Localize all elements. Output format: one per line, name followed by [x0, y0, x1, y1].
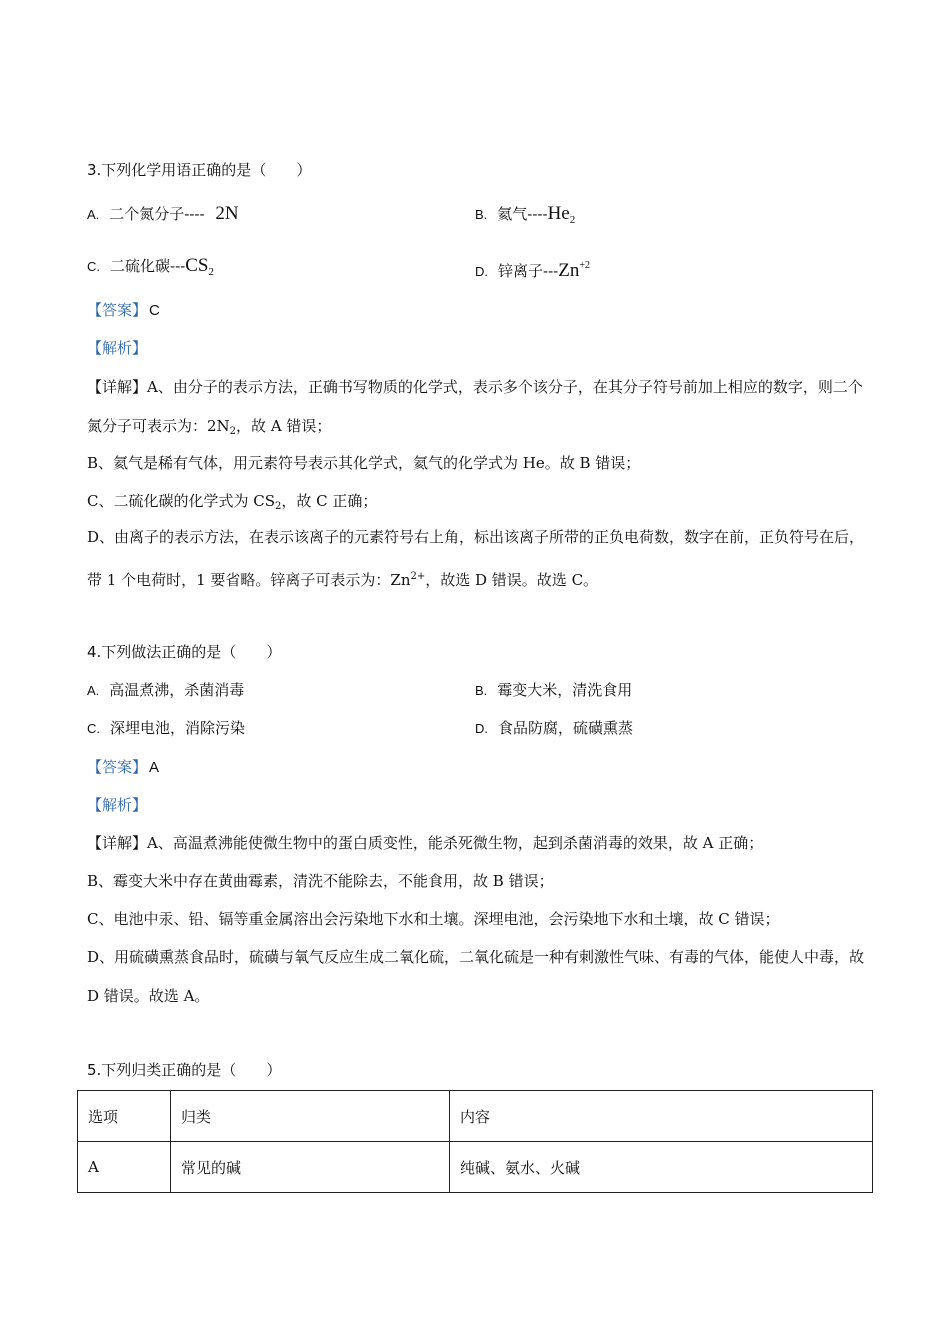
q4-answer — [87, 757, 159, 778]
detail-label: 【详解】 — [87, 378, 148, 396]
q3-option-c — [87, 254, 214, 284]
answer-label: 【答案】 — [87, 758, 148, 776]
q4-stem: 4.下列做法正确的是（ ） — [87, 643, 282, 661]
option-text: 食品防腐，硫磺熏蒸 — [498, 719, 634, 737]
q4-detail-p3: C、电池中汞、铅、镉等重金属溶出会污染地下水和土壤。深埋电池，会污染地下水和土壤，故 C 错误； — [87, 910, 780, 928]
q4-detail-p4: D、用硫磺熏蒸食品时，硫磺与氧气反应生成二氧化硫，二氧化硫是一种有刺激性气味、有毒的气体，能使人中毒，故 D 错误。故选 A。 — [87, 948, 865, 1005]
option-formula: $Zn^{+2}$ — [558, 260, 590, 281]
q3-detail-p3: C、二硫化碳的化学式为 $CS_2$，故 C 正确； — [87, 492, 378, 512]
q4-option-b — [475, 678, 632, 703]
option-formula: $CS_2$ — [185, 255, 214, 278]
q5-stem: 5.下列归类正确的是（ ） — [87, 1061, 282, 1079]
q4-option-d — [475, 716, 633, 741]
option-letter: D. — [475, 721, 488, 736]
table-header-cell: 归类 — [171, 1091, 450, 1142]
detail-label: 【详解】 — [87, 834, 148, 852]
answer-value: C — [149, 302, 160, 319]
answer-value: A — [149, 759, 160, 776]
table-header-cell: 选项 — [78, 1091, 171, 1142]
option-letter: D. — [475, 264, 488, 279]
q4-option-c — [87, 716, 245, 741]
q3-option-b — [475, 202, 575, 232]
option-letter: B. — [475, 683, 488, 698]
option-letter: C. — [87, 721, 100, 736]
option-letter: B. — [475, 207, 488, 222]
q3-option-a — [87, 202, 239, 227]
answer-label: 【答案】 — [87, 301, 148, 319]
q4-option-a — [87, 678, 244, 703]
option-text: 高温煮沸，杀菌消毒 — [109, 681, 245, 699]
option-formula: 2N — [215, 203, 239, 224]
q3-detail-p2: B、氦气是稀有气体，用元素符号表示其化学式，氦气的化学式为 He。故 B 错误； — [87, 454, 641, 472]
option-formula: $He_2$ — [547, 203, 576, 226]
table-header-cell: 内容 — [450, 1091, 873, 1142]
option-text: 二硫化碳--- — [110, 257, 186, 275]
option-text: 锌离子--- — [498, 262, 559, 280]
table-cell: 纯碱、氨水、火碱 — [450, 1142, 873, 1193]
q3-detail-p4: D、由离子的表示方法，在表示该离子的元素符号右上角，标出该离子所带的正负电荷数，数字在前，正负符号在后，带 1 个电荷时，1 要省略。锌离子可表示为：$Zn^{2+}$，故选 D 错误。故选 C。 — [87, 528, 865, 589]
q4-detail-p2: B、霉变大米中存在黄曲霉素，清洗不能除去，不能食用，故 B 错误； — [87, 872, 554, 890]
q4-detail-p1: 【详解】A、高温煮沸能使微生物中的蛋白质变性，能杀死微生物，起到杀菌消毒的效果，故 A 正确； — [87, 834, 764, 852]
option-text: 氦气---- — [497, 205, 548, 223]
q5-table — [77, 1090, 873, 1193]
option-text: 二个氮分子---- — [109, 205, 205, 223]
q3-stem: 3.下列化学用语正确的是（ ） — [87, 161, 312, 179]
table-cell: 常见的碱 — [171, 1142, 450, 1193]
q4-analysis-label: 【解析】 — [87, 796, 148, 814]
option-text: 霉变大米，清洗食用 — [497, 681, 633, 699]
option-letter: C. — [87, 259, 100, 274]
option-text: 深埋电池，消除污染 — [110, 719, 246, 737]
q3-option-d — [475, 254, 590, 284]
table-header-row — [78, 1091, 873, 1142]
table-row — [78, 1142, 873, 1193]
option-letter: A. — [87, 683, 100, 698]
q3-detail-p1: 【详解】A、由分子的表示方法，正确书写物质的化学式，表示多个该分子，在其分子符号前加上相应的数字，则二个氮分子可表示为：$2N_2$，故 A 错误； — [87, 378, 863, 437]
q3-analysis-label: 【解析】 — [87, 339, 148, 357]
q3-answer — [87, 300, 160, 321]
table-cell: A — [78, 1142, 171, 1193]
option-letter: A. — [87, 207, 100, 222]
